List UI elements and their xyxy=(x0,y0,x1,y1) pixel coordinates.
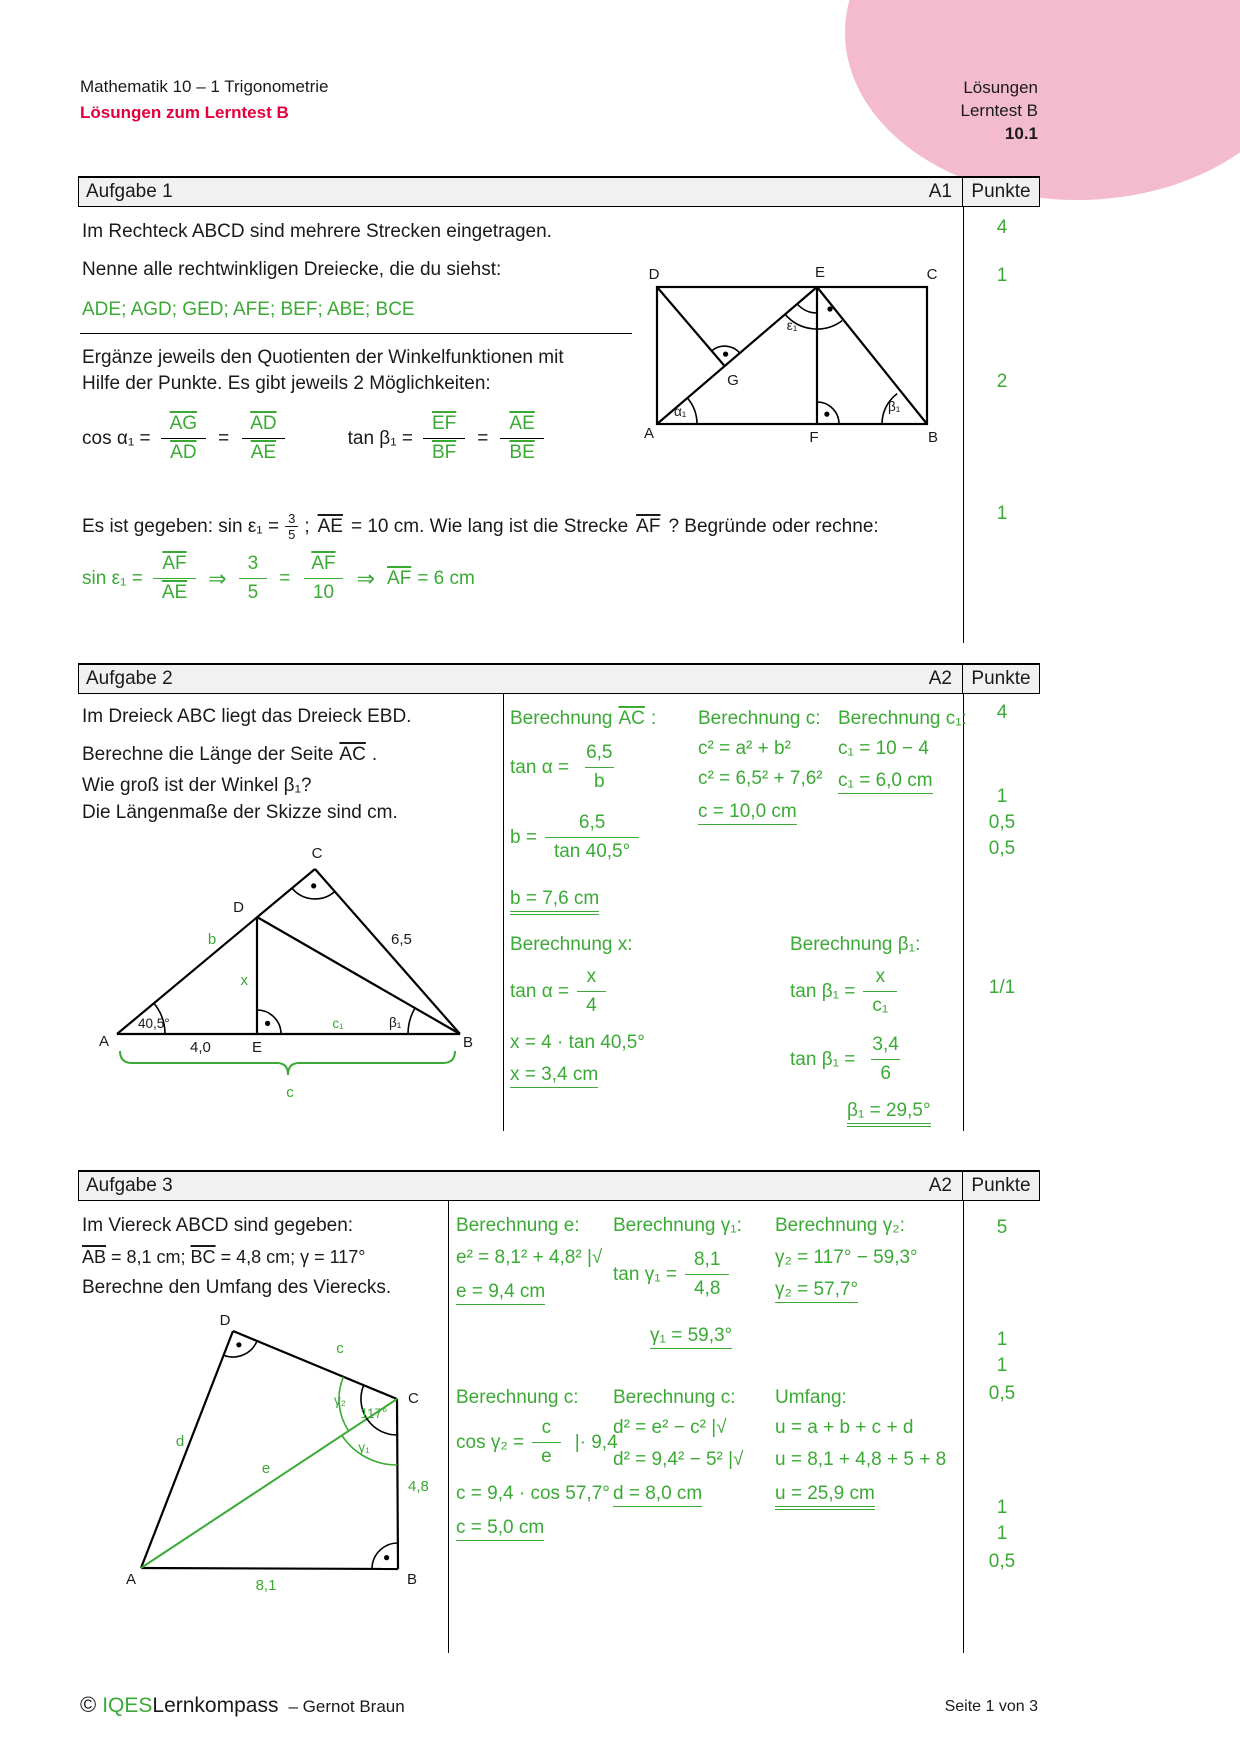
aufgabe-2-body xyxy=(78,694,1040,1131)
task-intro-2 xyxy=(82,744,377,766)
calc-d-line1: d² = e² − c² |√ xyxy=(613,1417,727,1438)
formula-fraction: $\frac{8,1}{4,8}$ xyxy=(685,1249,729,1300)
copyright-icon: © xyxy=(80,1692,97,1717)
side-label-d: d xyxy=(175,1433,185,1450)
point-label-g: G xyxy=(727,372,739,389)
implies-arrow: ⇒ xyxy=(208,565,227,591)
calc-ac-result: b = 7,6 cm xyxy=(510,888,599,915)
diagonal-label-e: e xyxy=(261,1460,271,1477)
vertex-label-f: F xyxy=(809,429,819,446)
formula-fraction: $\frac{x}{4}$ xyxy=(577,966,606,1017)
calc-beta1-line2 xyxy=(790,1034,908,1085)
equals-sign: = xyxy=(477,427,489,449)
angle-arc-alpha1 xyxy=(687,398,697,424)
equals-sign: = xyxy=(279,567,291,589)
task-intro-3: Wie groß ist der Winkel β₁? xyxy=(82,775,312,796)
side-c-d xyxy=(233,1331,397,1399)
points-value: 1 xyxy=(996,503,1008,524)
side-label-c: c xyxy=(336,1340,344,1357)
side-d-a xyxy=(141,1331,233,1568)
right-angle-dot-d xyxy=(236,1342,241,1347)
formula-lhs: tan α = xyxy=(510,756,570,778)
calc-ac-line2 xyxy=(510,812,639,863)
solution-fraction-2: $\frac{3}{5}$ xyxy=(239,553,268,604)
vertex-label-c: C xyxy=(926,266,938,283)
course-title: Mathematik 10 – 1 Trigonometrie xyxy=(80,77,329,96)
angle-label-eps1: ε₁ xyxy=(786,318,798,333)
section-aufgabe-1 xyxy=(78,176,1040,643)
calc-title-text: Berechnung xyxy=(510,708,613,729)
header-right xyxy=(961,76,1039,145)
diagonal-e xyxy=(141,1399,397,1568)
right-angle-dot-c xyxy=(311,883,316,888)
calc-c-title: Berechnung c: xyxy=(698,708,821,729)
side-a-c xyxy=(117,869,315,1034)
segment-ab: $\overline{AB}$ xyxy=(82,1247,107,1267)
points-column xyxy=(963,1201,1040,1653)
solution-fraction-3: $\frac{\overline{AF}}{10}$ xyxy=(302,553,344,604)
calc-c-line2: c² = 6,5² + 7,6² xyxy=(698,768,823,789)
tan-fraction-2: $\frac{\overline{AE}}{BE}$ xyxy=(500,413,543,464)
right-angle-dot-g xyxy=(723,352,728,357)
segment-af: $\overline{AF}$ xyxy=(636,515,661,537)
vertex-label-b: B xyxy=(927,429,939,446)
calc-gamma1-line1 xyxy=(613,1249,729,1300)
aufgabe-1-code: A1 xyxy=(928,181,952,202)
answer-blank-line xyxy=(80,333,632,334)
vertex-label-e: E xyxy=(814,264,826,281)
sin-solution xyxy=(82,553,475,604)
formula-lhs: b = xyxy=(510,826,537,848)
column-divider xyxy=(448,1201,449,1653)
points-column-header: Punkte xyxy=(962,178,1039,206)
tan-lhs: tan β₁ = xyxy=(347,427,413,449)
aufgabe-1-header xyxy=(78,176,1040,207)
side-label-b: b xyxy=(207,931,217,948)
side-label-x: x xyxy=(240,972,248,989)
right-angle-dot-f xyxy=(824,412,829,417)
formula-fraction: $\frac{c}{e}$ xyxy=(532,1417,561,1468)
formula-lhs: tan β₁ = xyxy=(790,980,856,1002)
point-label-e: E xyxy=(251,1039,263,1056)
task-intro: Im Rechteck ABCD sind mehrere Strecken eingetragen. xyxy=(82,221,552,242)
points-column-header: Punkte xyxy=(962,1172,1039,1200)
task-question-2-line2: Hilfe der Punkte. Es gibt jeweils 2 Möglichkeiten: xyxy=(82,373,491,394)
calc-c-title: Berechnung c: xyxy=(456,1387,579,1408)
angle-label-40-5: 40,5° xyxy=(138,1016,170,1031)
side-label-c1: c₁ xyxy=(332,1016,344,1031)
vertex-label-d: D xyxy=(219,1312,231,1329)
umfang-line1: u = a + b + c + d xyxy=(775,1417,914,1438)
solution-triangles: ADE; AGD; GED; AFE; BEF; ABE; BCE xyxy=(82,299,415,320)
calc-ac-line1 xyxy=(510,742,621,793)
angle-label-gamma2: γ₂ xyxy=(334,1393,346,1408)
task-intro-3: Berechne den Umfang des Vierecks. xyxy=(82,1277,392,1298)
vertex-label-c: C xyxy=(311,845,323,862)
calc-d-title: Berechnung c: xyxy=(613,1387,736,1408)
task-intro-1: Im Dreieck ABC liegt das Dreieck EBD. xyxy=(82,706,412,727)
points-column-header: Punkte xyxy=(962,665,1039,693)
given-text-2: = 4,8 cm; γ = 117° xyxy=(220,1247,366,1267)
calc-beta1-title: Berechnung β₁: xyxy=(790,934,921,955)
corner-line-3: 10.1 xyxy=(1004,124,1038,143)
umfang-line2: u = 8,1 + 4,8 + 5 + 8 xyxy=(775,1449,947,1470)
points-value: 1 xyxy=(996,786,1008,807)
formula-operation: |· 9,4 xyxy=(574,1431,618,1453)
rectangle-diagram xyxy=(640,261,960,456)
points-value: 0,5 xyxy=(988,1383,1016,1404)
brace-label-c: c xyxy=(286,1084,294,1101)
right-angle-dot-b xyxy=(384,1555,389,1560)
brand-iqes: IQES xyxy=(102,1694,153,1717)
formula-lhs: tan α = xyxy=(510,980,570,1002)
calc-gamma1-title: Berechnung γ₁: xyxy=(613,1215,742,1236)
vertex-label-b: B xyxy=(462,1034,474,1051)
calc-c1-line1: c₁ = 10 − 4 xyxy=(838,738,929,759)
point-label-d: D xyxy=(233,899,244,916)
points-value: 4 xyxy=(996,217,1008,238)
vertex-label-b: B xyxy=(406,1571,418,1588)
brace-c xyxy=(120,1051,455,1075)
calc-e-title: Berechnung e: xyxy=(456,1215,580,1236)
points-column xyxy=(963,207,1040,643)
triangle-diagram xyxy=(92,844,480,1106)
calc-e-line1: e² = 8,1² + 4,8² |√ xyxy=(456,1247,603,1268)
calc-c-result: c = 10,0 cm xyxy=(698,801,797,825)
quadrilateral-diagram xyxy=(118,1311,448,1611)
calc-d-line2: d² = 9,4² − 5² |√ xyxy=(613,1449,744,1470)
implies-arrow: ⇒ xyxy=(356,565,376,591)
corner-line-1: Lösungen xyxy=(963,78,1038,97)
cos-lhs: cos α₁ = xyxy=(82,427,151,449)
task-question-1: Nenne alle rechtwinkligen Dreiecke, die du siehst: xyxy=(82,259,502,280)
vertex-label-d: D xyxy=(648,266,660,283)
calc-c-line2: c = 9,4 · cos 57,7° xyxy=(456,1483,610,1504)
calc-gamma2-line1: γ₂ = 117° − 59,3° xyxy=(775,1247,918,1268)
angle-label-117: 117° xyxy=(360,1406,388,1421)
segment-ac-green: $\overline{AC}$ xyxy=(618,708,645,729)
points-value: 1 xyxy=(996,1329,1008,1350)
worksheet-subtitle: Lösungen zum Lerntest B xyxy=(80,103,289,122)
calc-title-colon: : xyxy=(650,708,657,729)
calc-x-line1 xyxy=(510,966,606,1017)
cos-fraction-1: $\frac{\overline{AG}}{AD}$ xyxy=(161,413,206,464)
points-value: 1 xyxy=(996,1497,1008,1518)
header-left xyxy=(80,74,329,126)
right-angle-arc-c xyxy=(292,888,335,899)
task-question-2-line1: Ergänze jeweils den Quotienten der Winkelfunktionen mit xyxy=(82,347,564,368)
task-intro-4: Die Längenmaße der Skizze sind cm. xyxy=(82,802,398,823)
side-label-4-8: 4,8 xyxy=(408,1478,429,1495)
side-a-b xyxy=(141,1568,398,1569)
vertex-label-c: C xyxy=(408,1390,419,1407)
side-c-b xyxy=(315,869,460,1034)
right-angle-dot-e xyxy=(265,1021,270,1026)
calc-d-result: d = 8,0 cm xyxy=(613,1483,702,1507)
points-value: 1 xyxy=(996,265,1008,286)
points-value: 1 xyxy=(996,1355,1008,1376)
task-intro-1: Im Viereck ABCD sind gegeben: xyxy=(82,1215,354,1236)
vertex-label-a: A xyxy=(125,1571,137,1588)
calc-c-line1: c² = a² + b² xyxy=(698,738,791,759)
calc-ac-title xyxy=(510,708,656,730)
formula-fraction: $\frac{6,5}{b}$ xyxy=(586,742,613,792)
points-value: 0,5 xyxy=(988,1551,1016,1572)
right-angle-dot-e xyxy=(827,306,832,311)
result-segment-af: $\overline{AF}$ xyxy=(387,567,412,589)
angle-label-gamma1: γ₁ xyxy=(358,1440,370,1455)
points-value: 1 xyxy=(996,1523,1008,1544)
section-aufgabe-2 xyxy=(78,663,1040,1131)
angle-label-beta1: β₁ xyxy=(389,1015,402,1030)
segment-d-b xyxy=(257,917,460,1034)
formula-lhs: tan β₁ = xyxy=(790,1048,856,1070)
angle-arc-eps1 xyxy=(797,304,817,313)
calc-e-result: e = 9,4 cm xyxy=(456,1281,545,1305)
aufgabe-2-title: Aufgabe 2 xyxy=(86,668,173,689)
given-text-1: = 8,1 cm; xyxy=(111,1247,186,1267)
aufgabe-2-code: A2 xyxy=(928,668,952,689)
aufgabe-3-header xyxy=(78,1170,1040,1201)
formula-fraction: $\frac{x}{\text{c₁}}$ xyxy=(863,966,897,1017)
points-value: 2 xyxy=(996,371,1008,392)
side-label-6-5: 6,5 xyxy=(391,931,412,948)
vertex-label-a: A xyxy=(98,1033,110,1050)
aufgabe-1-title: Aufgabe 1 xyxy=(86,181,173,202)
solution-fraction-1: $\frac{\overline{AF}}{AE}$ xyxy=(153,553,196,604)
result-value: = 6 cm xyxy=(417,567,475,589)
vertex-label-a: A xyxy=(643,425,655,442)
sin-lhs: sin ε₁ = xyxy=(82,567,143,589)
column-divider xyxy=(503,694,504,1131)
author-name: – Gernot Braun xyxy=(288,1697,405,1716)
pink-corner-decoration xyxy=(845,0,1240,200)
points-value: 0,5 xyxy=(988,838,1016,859)
given-statement xyxy=(82,512,879,541)
segment-ae: $\overline{AE}$ xyxy=(317,515,343,537)
calc-x-line2: x = 4 · tan 40,5° xyxy=(510,1032,645,1053)
calc-c-result: c = 5,0 cm xyxy=(456,1517,544,1541)
task-intro-2-text: Berechne die Länge der Seite xyxy=(82,744,334,765)
points-value: 4 xyxy=(996,702,1008,723)
given-mid: = 10 cm. Wie lang ist die Strecke xyxy=(350,515,629,537)
semicolon: ; xyxy=(304,515,310,537)
segment-bc: $\overline{BC}$ xyxy=(190,1247,216,1267)
calc-c-line1 xyxy=(456,1417,618,1468)
task-intro-2-period: . xyxy=(371,744,378,765)
length-label-4-0: 4,0 xyxy=(190,1039,211,1056)
cos-fraction-2: $\frac{\overline{AD}}{AE}$ xyxy=(241,413,285,464)
angle-arc-beta1 xyxy=(408,1008,415,1034)
segment-ac: $\overline{AC}$ xyxy=(339,744,366,765)
calc-gamma2-title: Berechnung γ₂: xyxy=(775,1215,905,1236)
fraction-three-fifths: $\frac{3}{5}$ xyxy=(285,512,298,541)
calc-c1-result: c₁ = 6,0 cm xyxy=(838,770,933,794)
calc-x-title: Berechnung x: xyxy=(510,934,633,955)
calc-beta1-line1 xyxy=(790,966,897,1017)
formula-fraction: $\frac{3,4}{6}$ xyxy=(872,1034,899,1084)
umfang-title: Umfang: xyxy=(775,1387,847,1408)
calc-gamma1-result: γ₁ = 59,3° xyxy=(650,1325,732,1349)
points-value: 1/1 xyxy=(988,977,1016,998)
points-column xyxy=(963,694,1040,1131)
segment-e-b xyxy=(817,287,927,424)
formula-fraction: $\frac{6,5}{\tan 40,5^\circ}$ xyxy=(545,812,639,863)
calc-x-result: x = 3,4 cm xyxy=(510,1064,598,1088)
page-number: Seite 1 von 3 xyxy=(944,1698,1038,1715)
corner-line-2: Lerntest B xyxy=(960,101,1038,120)
points-value: 0,5 xyxy=(988,812,1016,833)
calc-gamma2-result: γ₂ = 57,7° xyxy=(775,1279,858,1303)
task-given-values xyxy=(82,1247,366,1268)
calc-beta1-result: β₁ = 29,5° xyxy=(847,1100,931,1127)
calc-c1-title: Berechnung c₁: xyxy=(838,708,967,729)
umfang-result: u = 25,9 cm xyxy=(775,1483,875,1510)
equals-sign: = xyxy=(218,427,230,449)
aufgabe-2-header xyxy=(78,663,1040,694)
section-aufgabe-3 xyxy=(78,1170,1040,1653)
quotient-formulas xyxy=(82,413,544,464)
formula-lhs: cos γ₂ = xyxy=(456,1431,525,1453)
brand-lernkompass: Lernkompass xyxy=(152,1694,279,1717)
aufgabe-3-code: A2 xyxy=(928,1175,952,1196)
angle-label-beta1: β₁ xyxy=(888,399,901,414)
aufgabe-1-body xyxy=(78,207,1040,643)
formula-lhs: tan γ₁ = xyxy=(613,1263,677,1285)
aufgabe-3-body xyxy=(78,1201,1040,1653)
segment-d-g xyxy=(657,287,725,366)
footer-brand xyxy=(80,1692,405,1718)
angle-label-alpha1: α₁ xyxy=(674,404,687,419)
points-value: 5 xyxy=(996,1217,1008,1238)
side-label-8-1: 8,1 xyxy=(255,1577,277,1594)
aufgabe-3-title: Aufgabe 3 xyxy=(86,1175,173,1196)
given-post: ? Begründe oder rechne: xyxy=(668,515,879,537)
tan-fraction-1: $\frac{\overline{EF}}{BF}$ xyxy=(423,413,465,464)
given-pre: Es ist gegeben: sin ε₁ = xyxy=(82,515,280,537)
